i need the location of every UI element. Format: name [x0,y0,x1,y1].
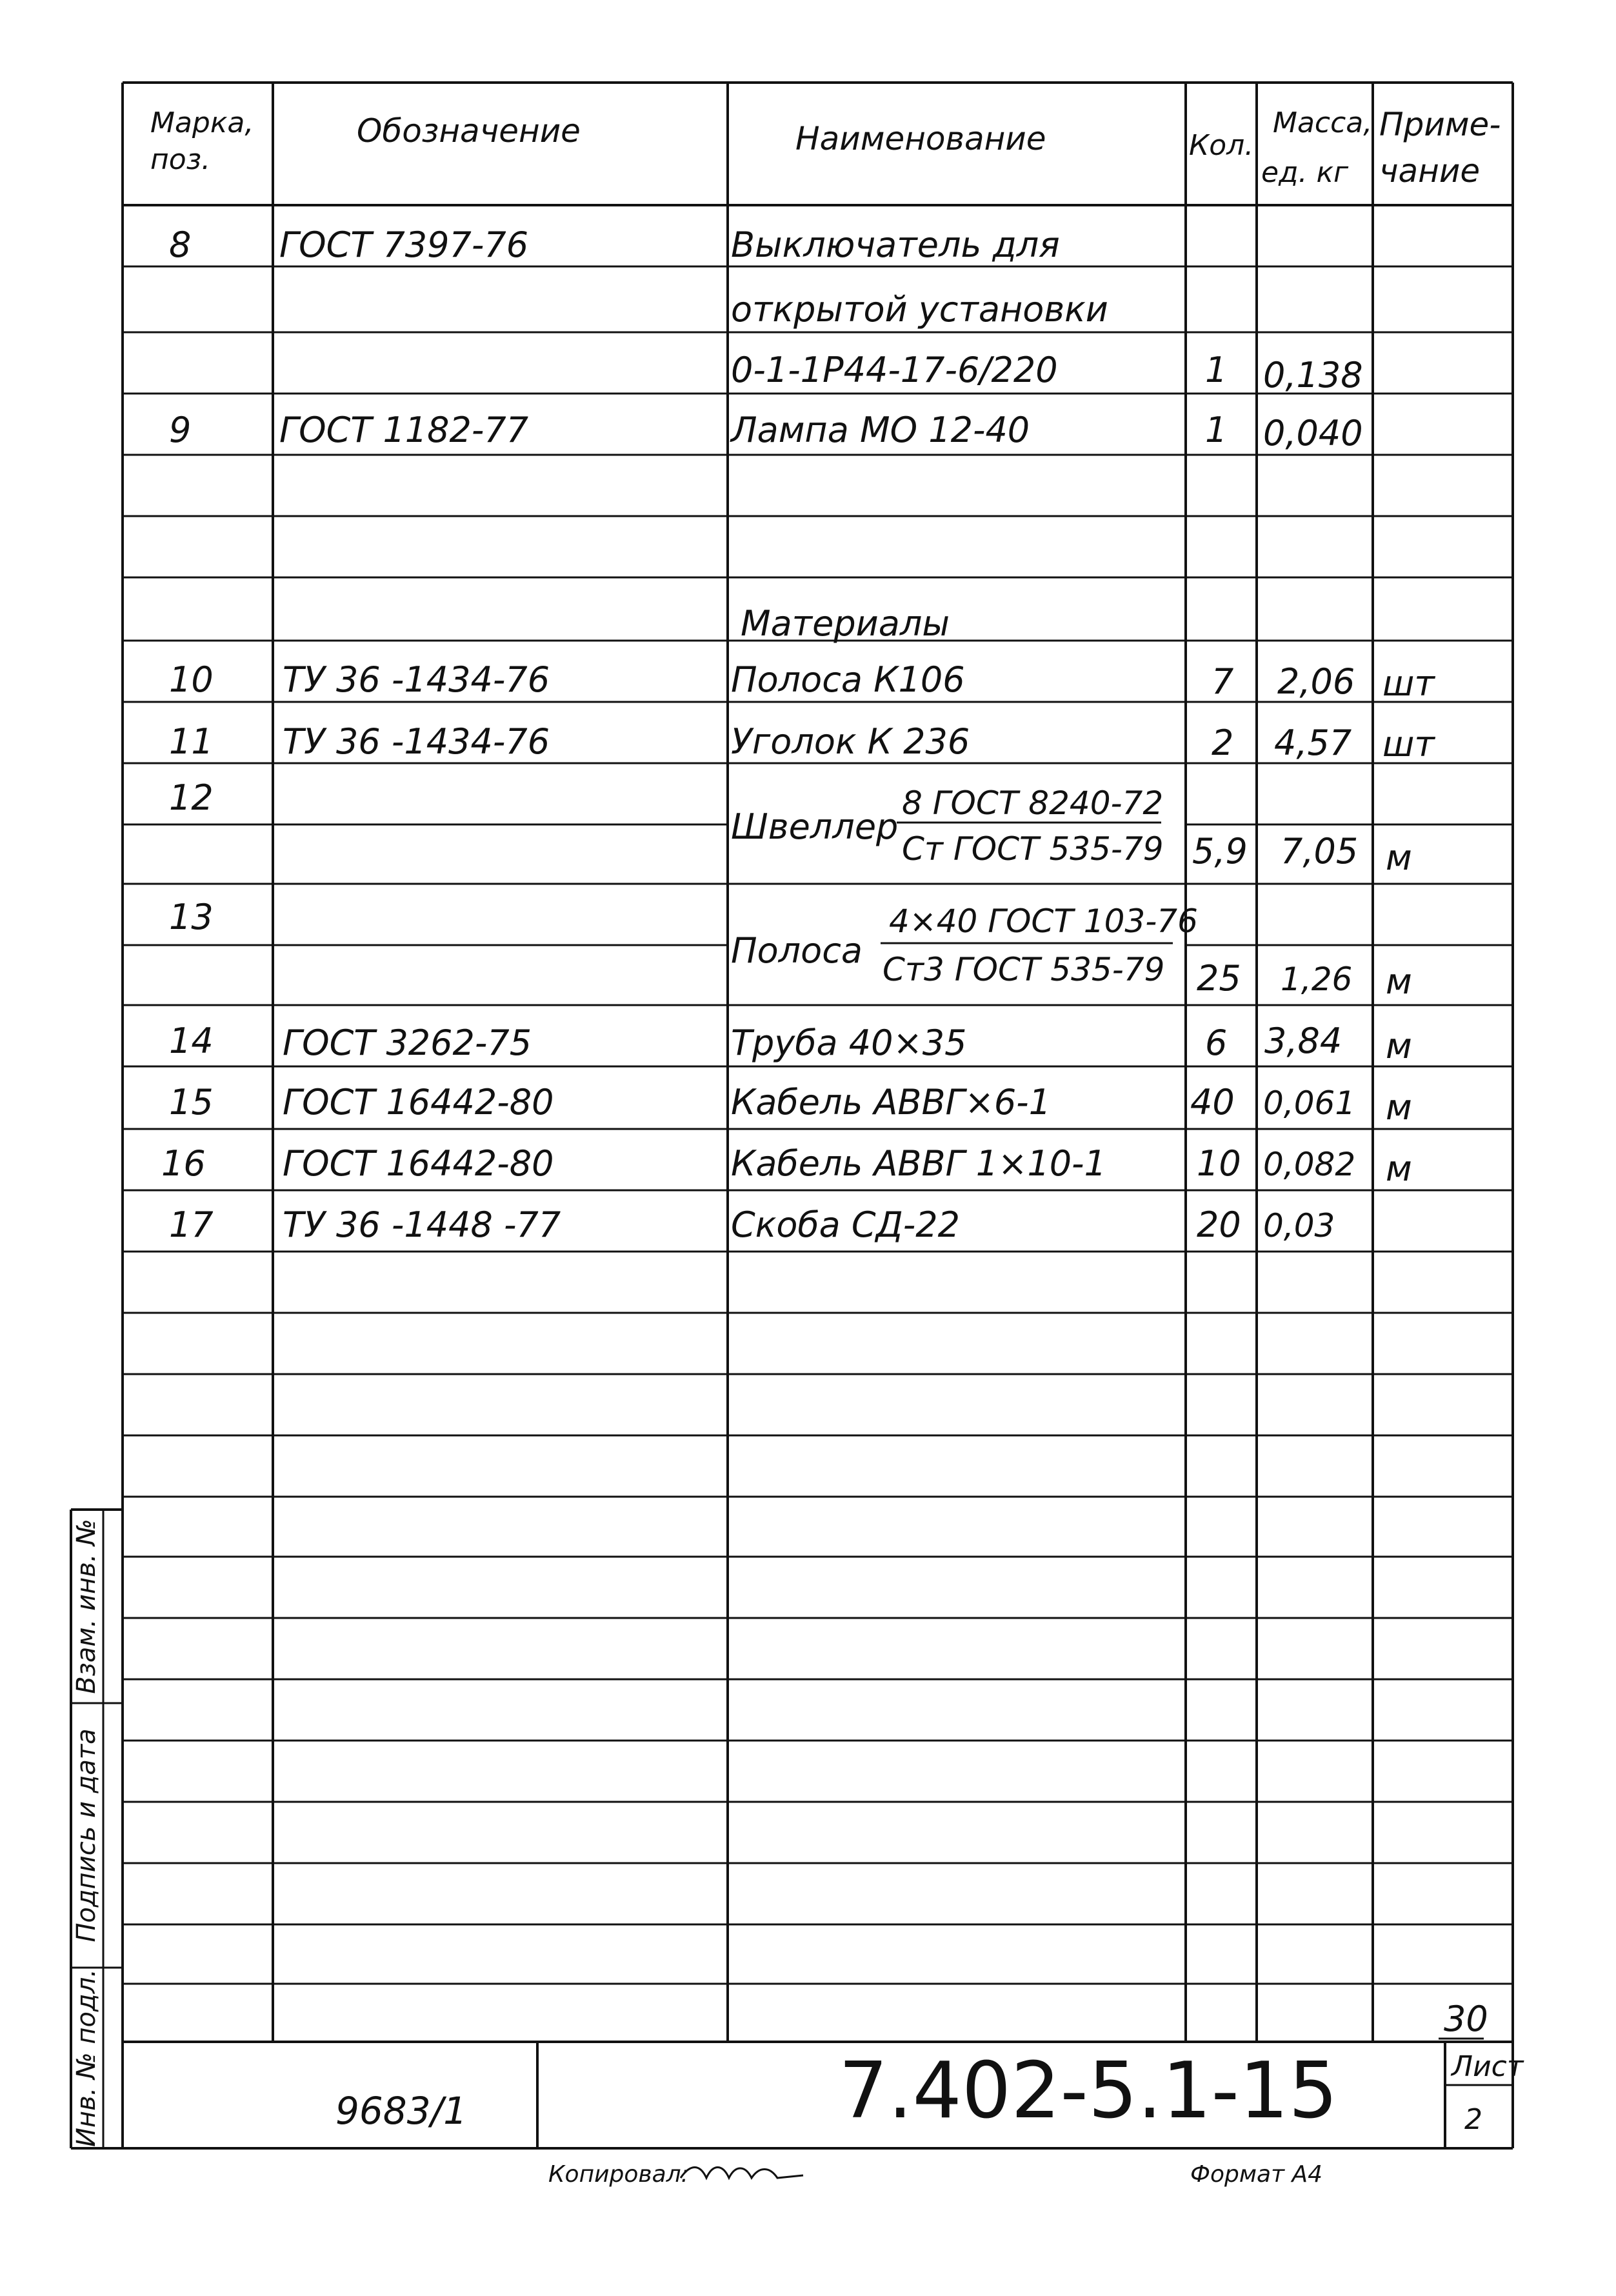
header-mark-line1: Марка, [150,106,254,139]
cell-designation: ГОСТ 1182-77 [279,410,529,450]
cell-qty: 10 [1197,1143,1241,1184]
sheet-number: 2 [1464,2103,1482,2136]
cell-mark: 9 [169,410,192,450]
cell-mass: 3,84 [1264,1021,1342,1061]
cell-mark: 13 [169,897,214,937]
header-note-line2: чание [1379,152,1481,190]
cell-note: шт [1382,724,1435,764]
cell-designation: ТУ 36 -1434-76 [283,721,550,762]
cell-mass: 2,06 [1277,661,1355,702]
page-mark: 30 [1444,1999,1488,2039]
table-row [169,1082,1412,1128]
cell-designation: ТУ 36 -1448 -77 [283,1204,561,1245]
cell-name-prefix: Полоса [731,930,863,971]
cell-name-prefix: Швеллер [731,806,899,847]
cell-mark: 15 [169,1082,214,1123]
table-row [169,1204,1335,1245]
cell-name: Скоба СД-22 [731,1204,961,1245]
cell-qty: 7 [1212,661,1234,702]
cell-mass: 0,03 [1263,1207,1335,1244]
cell-note: м [1386,1026,1412,1066]
cell-designation: ГОСТ 7397-76 [279,225,529,265]
cell-name: Уголок К 236 [731,721,970,762]
cell-mass: 0,061 [1263,1084,1356,1122]
cell-mass: 7,05 [1281,831,1359,872]
table-row [731,289,1108,330]
table-row [169,659,1435,704]
cell-name: Труба 40×35 [731,1023,967,1063]
format-label: Формат А4 [1190,2161,1323,2188]
copied-label: Копировал: [548,2161,689,2188]
sheet-label: Лист [1451,2050,1524,2083]
cell-qty: 40 [1190,1082,1235,1123]
table-row [161,1143,1412,1189]
cell-designation: ГОСТ 16442-80 [283,1143,554,1184]
cell-mark: 16 [161,1143,206,1184]
cell-mark: 17 [169,1204,214,1245]
cell-note: м [1386,1148,1412,1189]
table-row [169,777,1412,878]
cell-fraction-bottom: Ст ГОСТ 535-79 [902,830,1164,868]
table-row [169,1021,1412,1066]
cell-name: Выключатель для [731,225,1060,265]
cell-mark: 14 [169,1021,214,1061]
cell-mark: 11 [169,721,214,762]
inventory-number: 9683/1 [335,2089,468,2133]
side-stamp [72,1519,101,2147]
side-field-original-inv: Инв. № подл. [72,1969,101,2147]
header-mass-line1: Масса, [1273,106,1373,139]
cell-name: Лампа МО 12-40 [731,410,1030,450]
cell-note: м [1386,961,1412,1002]
cell-designation: ГОСТ 3262-75 [283,1023,532,1063]
cell-qty: 20 [1197,1204,1241,1245]
header-name: Наименование [795,120,1046,157]
cell-mark: 8 [169,225,192,265]
cell-mark: 12 [169,777,214,818]
table-row [169,225,1060,265]
cell-designation: ТУ 36 -1434-76 [283,659,550,700]
side-field-replaced-inv: Взам. инв. № [72,1519,101,1694]
cell-note: шт [1382,663,1435,704]
cell-name: Кабель АВВГ 1×10-1 [731,1143,1106,1184]
cell-mass: 0,040 [1263,413,1363,454]
table-row [741,603,950,644]
header-mark-line2: поз. [150,143,211,176]
cell-note: м [1386,837,1412,878]
table-header [150,106,1501,190]
cell-fraction-bottom: Ст3 ГОСТ 535-79 [883,951,1165,988]
cell-name: открытой установки [731,289,1108,330]
header-qty: Кол. [1189,129,1254,162]
table-row [169,721,1435,764]
cell-qty: 1 [1205,410,1228,450]
row-lines [123,266,1513,1984]
copier-signature [681,2168,803,2179]
cell-mass: 4,57 [1274,723,1352,763]
cell-designation: ГОСТ 16442-80 [283,1082,554,1123]
cell-qty: 25 [1197,958,1241,999]
cell-qty: 1 [1205,350,1228,390]
cell-mass: 0,082 [1263,1146,1356,1183]
header-mass-line2: ед. кг [1261,156,1349,189]
cell-qty: 5,9 [1192,831,1248,872]
table-row [169,897,1412,1002]
cell-fraction-top: 4×40 ГОСТ 103-76 [889,903,1198,940]
cell-qty: 6 [1205,1023,1228,1063]
cell-qty: 2 [1212,723,1234,763]
title-block [335,1999,1524,2136]
side-field-signature-date: Подпись и дата [72,1728,101,1942]
cell-name: Полоса К106 [731,659,965,700]
cell-note: м [1386,1087,1412,1128]
table-row [169,410,1363,454]
document-number: 7.402-5.1-15 [839,2046,1338,2136]
header-note-line1: Приме- [1379,106,1501,143]
section-heading-materials: Материалы [741,603,950,644]
footer [548,2161,1322,2188]
cell-mass: 0,138 [1263,355,1363,395]
table-row [731,350,1363,395]
cell-fraction-top: 8 ГОСТ 8240-72 [902,784,1164,822]
cell-mass: 1,26 [1281,961,1353,998]
cell-name: 0-1-1Р44-17-6/220 [731,350,1058,390]
header-designation: Обозначение [357,112,581,150]
cell-name: Кабель АВВГ×6-1 [731,1082,1052,1123]
cell-mark: 10 [169,659,214,700]
